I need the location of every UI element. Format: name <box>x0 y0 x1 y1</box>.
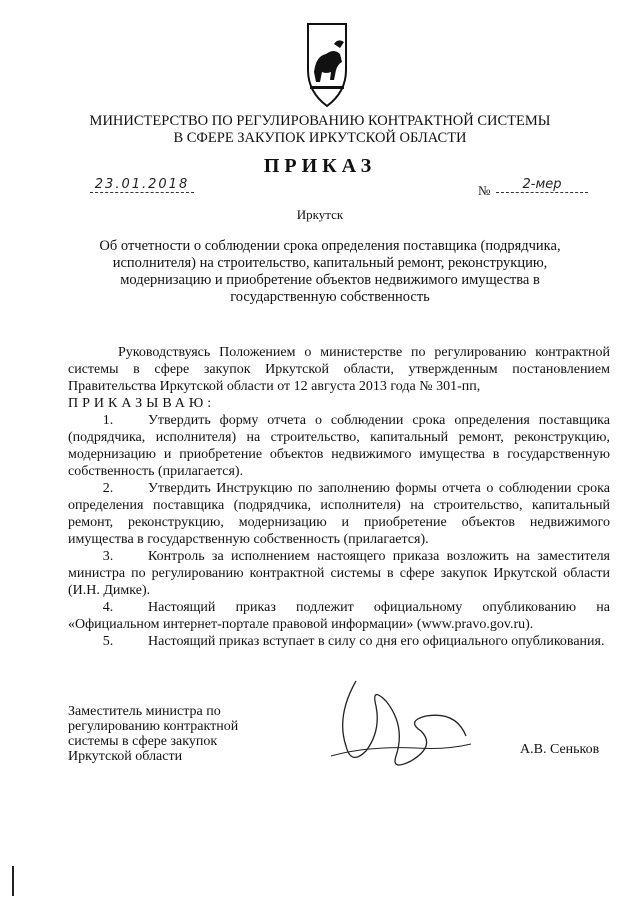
order-date: 23.01.2018 <box>90 177 194 193</box>
handwritten-signature-icon <box>326 676 476 776</box>
item-text: Утвердить Инструкцию по заполнению формы отчета о соблюдении срока определения поставщика (подрядчика, исполнителя) на строительство, капитальный ремонт, реконструкцию, модернизацию и приобретение объектов недвижимого имущества в государственную собственность (прилагается). <box>68 481 610 547</box>
item-number: 5. <box>102 634 114 649</box>
coat-of-arms-icon <box>304 22 350 112</box>
list-item <box>68 412 610 480</box>
item-text: Утвердить форму отчета о соблюдении срока определения поставщика (подрядчика, исполнителя) на строительство, капитальный ремонт, реконструкцию, модернизацию и приобретение объектов недвижимого имущества в государственную собственность (прилагается). <box>68 413 610 479</box>
order-number-label: № <box>478 183 491 198</box>
item-text: Настоящий приказ вступает в силу со дня его официального опубликования. <box>148 634 605 649</box>
item-number: 2. <box>102 481 114 496</box>
signer-position-line: Заместитель министра по <box>68 704 221 719</box>
signer-position-line: Иркутской области <box>68 749 183 764</box>
order-subject: Об отчетности о соблюдении срока определения поставщика (подрядчика, исполнителя) на строительство, капитальный ремонт, реконструкцию, модернизацию и приобретение объектов недвижимого имущества в государственную собственность <box>99 238 561 305</box>
city: Иркутск <box>296 207 344 222</box>
item-text: Настоящий приказ подлежит официальному опубликованию на «Официальном интернет-портале правовой информации» (www.pravo.gov.ru). <box>68 600 610 632</box>
signer-position-line: системы в сфере закупок <box>68 734 218 749</box>
margin-mark <box>12 866 14 896</box>
list-item <box>68 633 610 650</box>
signer-name: А.В. Сеньков <box>520 742 600 757</box>
signer-position-line: регулированию контрактной <box>68 719 239 734</box>
item-number: 4. <box>102 600 114 615</box>
ministry-name-line1: МИНИСТЕРСТВО ПО РЕГУЛИРОВАНИЮ КОНТРАКТНОЙ СИСТЕМЫ <box>89 113 551 129</box>
list-item <box>68 599 610 633</box>
ministry-name-line2: В СФЕРЕ ЗАКУПОК ИРКУТСКОЙ ОБЛАСТИ <box>173 130 467 146</box>
item-number: 1. <box>102 413 114 428</box>
signer-position <box>68 704 268 764</box>
item-number: 3. <box>102 549 114 564</box>
list-item <box>68 548 610 599</box>
order-word: ПРИКАЗЫВАЮ: <box>68 396 216 411</box>
item-text: Контроль за исполнением настоящего приказа возложить на заместителя министра по регулированию контрактной системы в сфере закупок Иркутской области (И.Н. Димке). <box>68 549 610 598</box>
order-body <box>68 344 610 650</box>
list-item <box>68 480 610 548</box>
document-title: ПРИКАЗ <box>263 155 377 177</box>
preamble: Руководствуясь Положением о министерстве по регулированию контрактной системы в сфере закупок Иркутской области, утвержденным постановлением Правительства Иркутской области от 12 августа 2013 года № 301-пп, <box>68 345 610 394</box>
order-number: 2-мер <box>496 177 588 193</box>
